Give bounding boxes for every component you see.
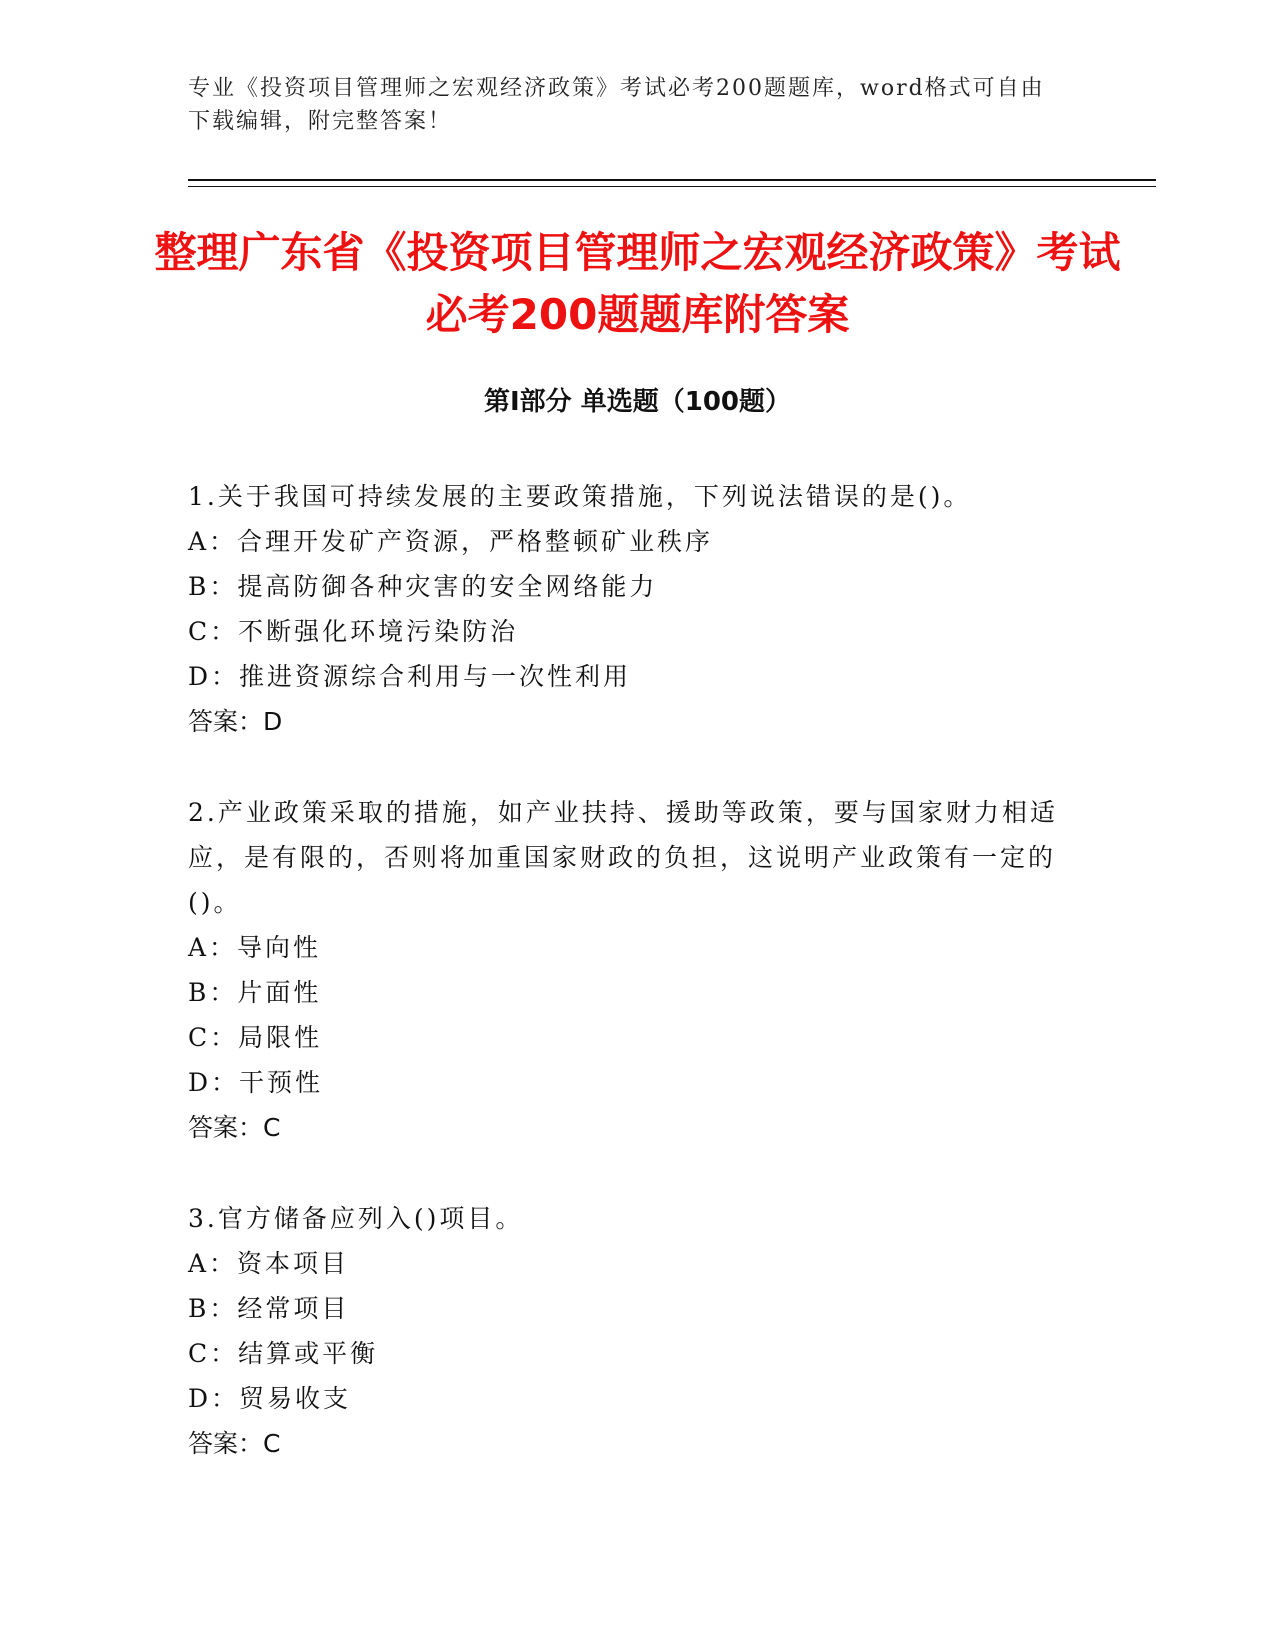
answer: 答案：C xyxy=(188,1429,281,1458)
option-d: D：推进资源综合利用与一次性利用 xyxy=(188,662,632,691)
section-title: 第I部分 单选题（100题） xyxy=(484,387,791,417)
question-stem: 3.官方储备应列入()项目。 xyxy=(188,1204,524,1233)
option-b: B：提高防御各种灾害的安全网络能力 xyxy=(188,572,658,601)
header-note: 专业《投资项目管理师之宏观经济政策》考试必考200题题库，word格式可自由下载编辑，附完整答案！ xyxy=(188,76,1045,134)
option-d: D：干预性 xyxy=(188,1068,324,1097)
answer: 答案：C xyxy=(188,1113,281,1142)
option-b: B：片面性 xyxy=(188,978,322,1007)
document-title: 整理广东省《投资项目管理师之宏观经济政策》考试必考200题题库附答案 xyxy=(154,228,1121,339)
question-2 xyxy=(188,790,1068,1150)
option-a: A：导向性 xyxy=(188,933,322,962)
question-3 xyxy=(188,1196,1068,1466)
option-b: B：经常项目 xyxy=(188,1294,350,1323)
header-rule-thin xyxy=(188,186,1156,187)
answer: 答案：D xyxy=(188,707,283,736)
question-list xyxy=(188,474,1068,1512)
option-a: A：资本项目 xyxy=(188,1249,350,1278)
option-c: C：局限性 xyxy=(188,1023,323,1052)
option-d: D：贸易收支 xyxy=(188,1384,352,1413)
header-rule-thick xyxy=(188,179,1156,181)
question-stem: 1.关于我国可持续发展的主要政策措施，下列说法错误的是()。 xyxy=(188,482,972,511)
option-c: C：不断强化环境污染防治 xyxy=(188,617,519,646)
option-a: A：合理开发矿产资源，严格整顿矿业秩序 xyxy=(188,527,714,556)
question-stem: 2.产业政策采取的措施，如产业扶持、援助等政策，要与国家财力相适应，是有限的，否则将加重国家财政的负担，这说明产业政策有一定的()。 xyxy=(188,798,1058,917)
option-c: C：结算或平衡 xyxy=(188,1339,379,1368)
question-1 xyxy=(188,474,1068,744)
